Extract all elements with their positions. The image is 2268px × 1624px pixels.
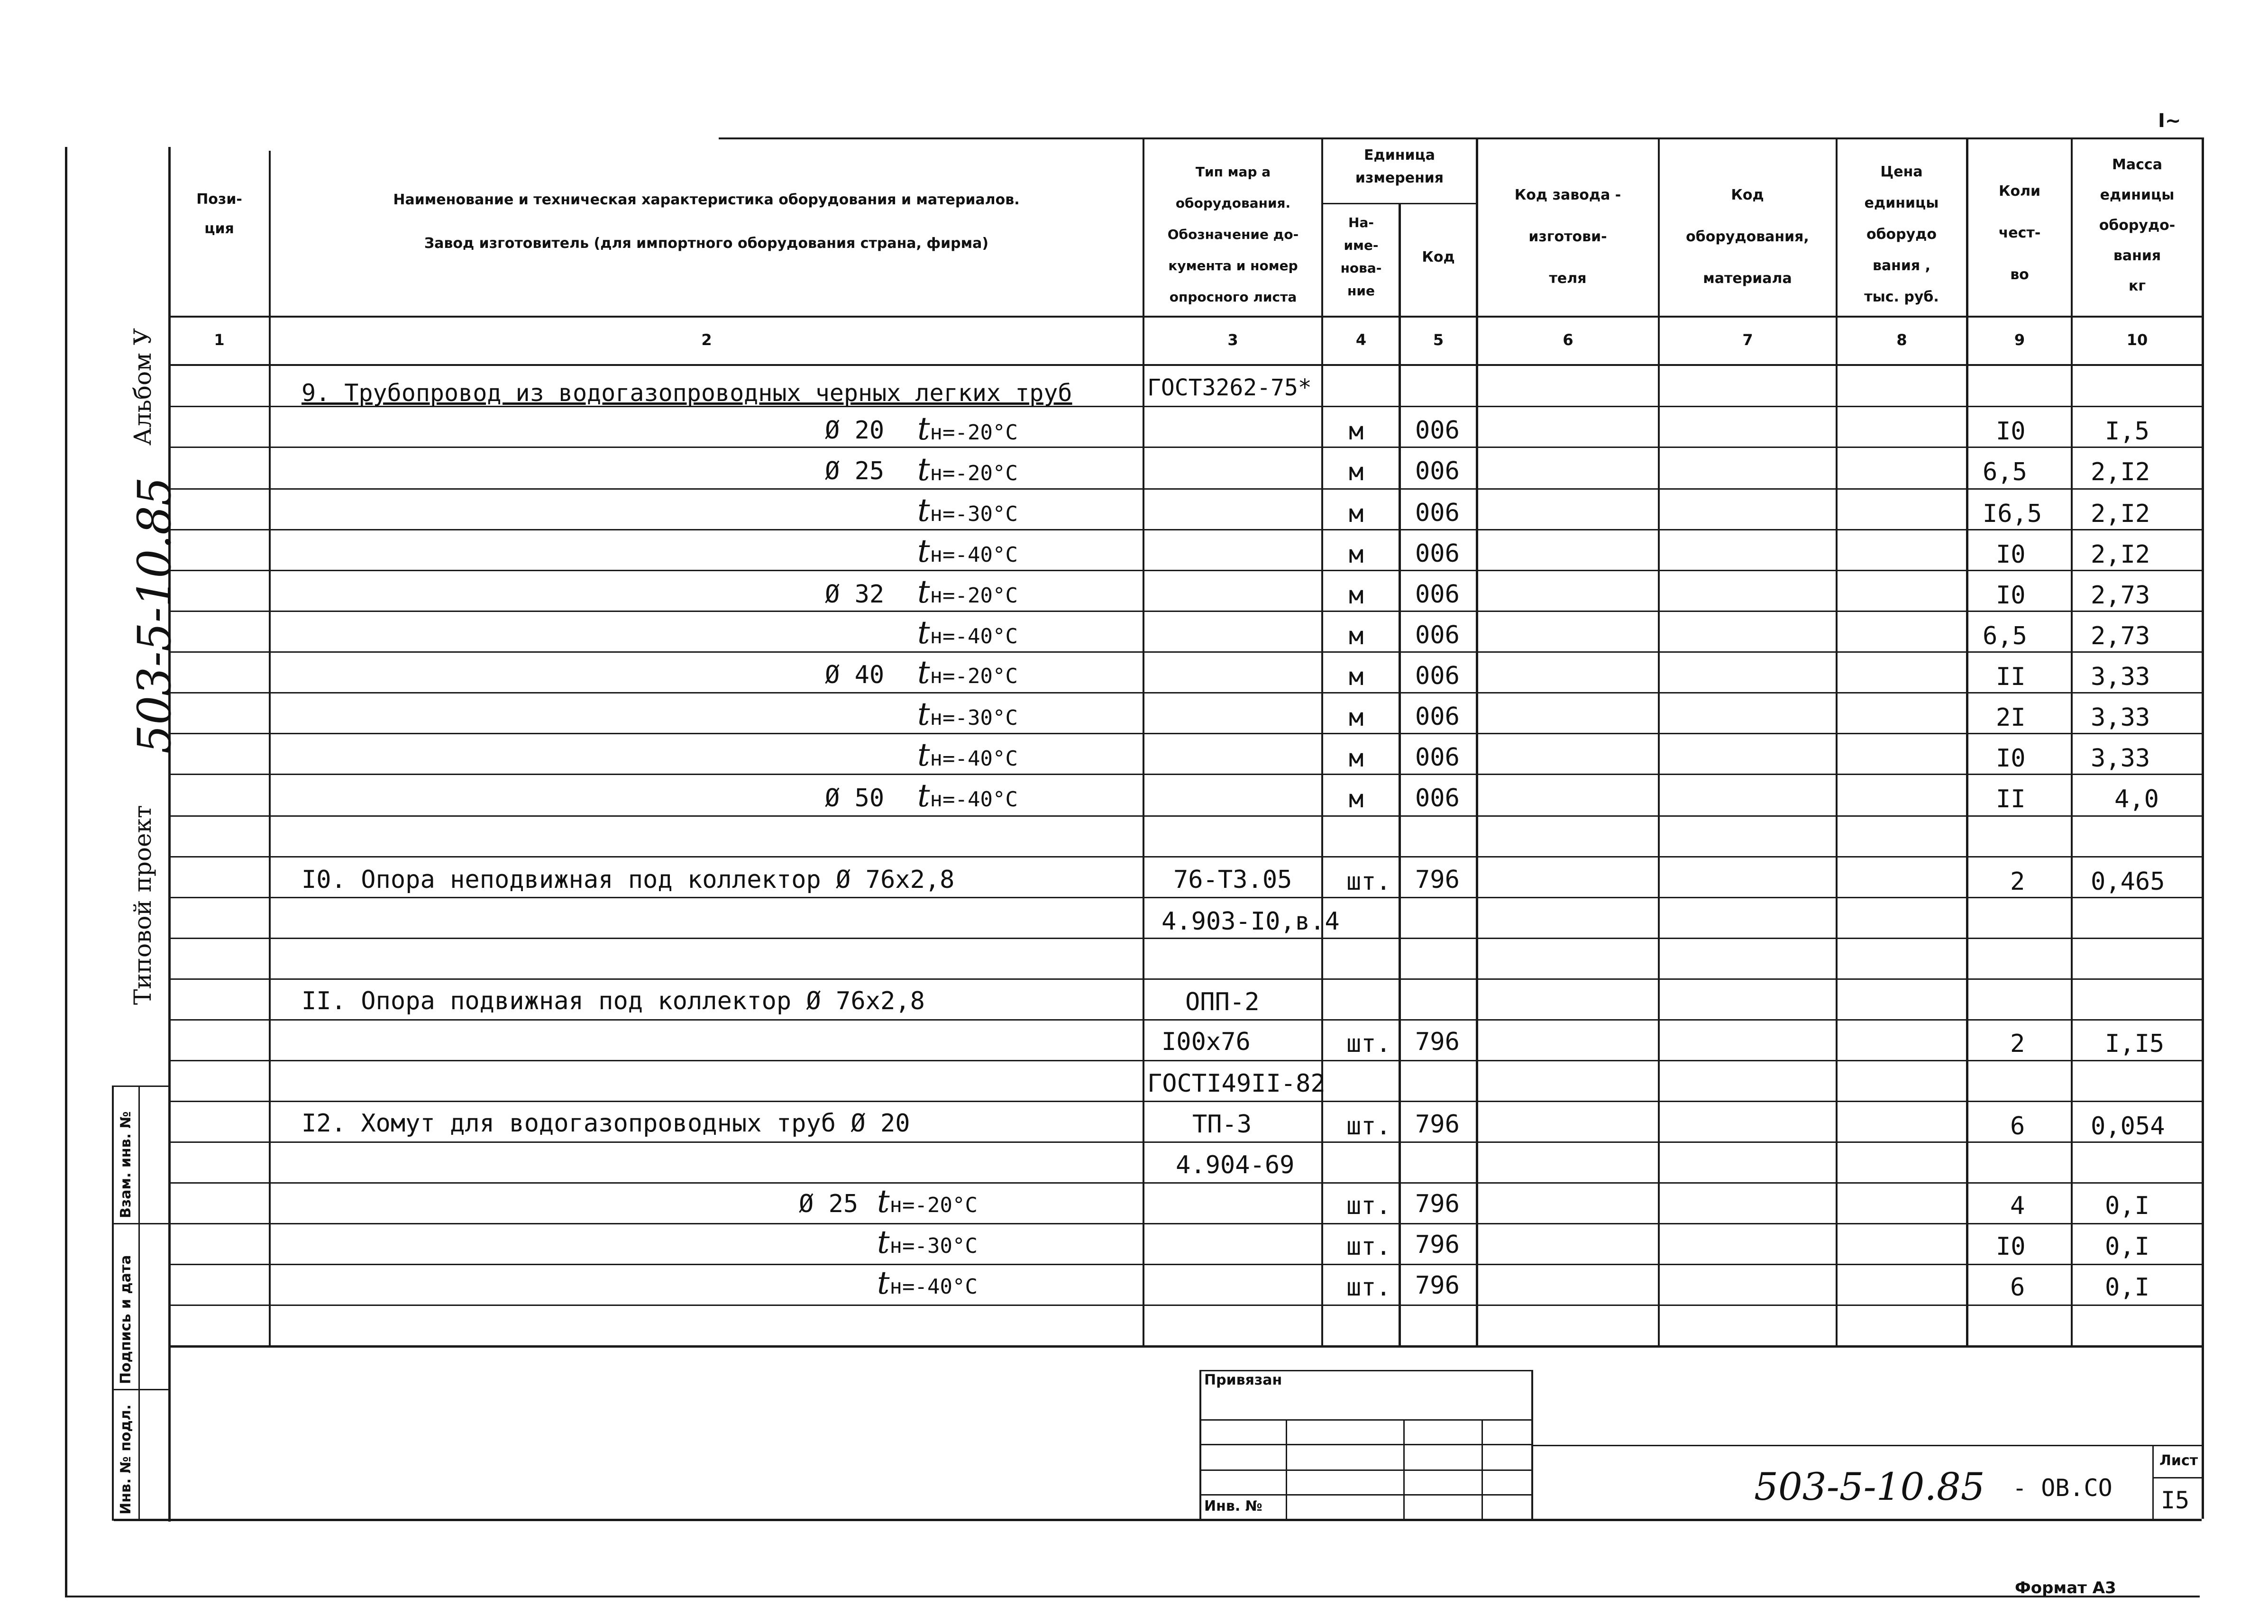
qty: 6 <box>2010 1273 2025 1302</box>
header-col8: Цена единицы оборудо вания , тыс. руб. <box>1864 164 1939 305</box>
outer-left-border <box>65 147 67 1597</box>
unit: м <box>1349 500 1364 528</box>
row-15-type: ОПП-2 <box>1185 988 1260 1016</box>
page-corner-mark: I~ <box>2158 110 2181 132</box>
unit: м <box>1349 417 1364 446</box>
stamp-vzam-inv: Взам. инв. № <box>118 1111 134 1218</box>
temperature: tн=-30°С <box>917 492 1018 529</box>
side-album-label: Альбом У <box>129 328 156 446</box>
side-project-code: 503-5-10.85 <box>128 476 181 754</box>
code: 796 <box>1415 1028 1460 1056</box>
stamp-top-line <box>112 1086 170 1087</box>
colnum-7: 7 <box>1742 331 1753 349</box>
colnum-9: 9 <box>2014 331 2025 349</box>
row-0-name: 9. Трубопровод из водогазопроводных черных легких труб <box>302 379 1072 407</box>
stamp-sep-2 <box>112 1389 170 1390</box>
unit: м <box>1349 622 1364 650</box>
header-col5: Код <box>1422 249 1455 265</box>
mass: 2,I2 <box>2091 540 2150 569</box>
code: 006 <box>1415 662 1460 690</box>
doc-code: 503-5-10.85 <box>1754 1465 1985 1509</box>
outer-bottom-border <box>66 1596 2200 1597</box>
unit: м <box>1349 540 1364 569</box>
qty: 2 <box>2010 867 2025 896</box>
stamp-left-line <box>112 1086 114 1521</box>
header-col10: Масса единицы оборудо- вания кг <box>2099 156 2176 294</box>
header-col6: Код завода - изготови- теля <box>1514 187 1621 287</box>
qty: I0 <box>1996 744 2026 773</box>
code: 796 <box>1415 1231 1460 1259</box>
code: 796 <box>1415 1110 1460 1139</box>
diameter: Ø 25 <box>825 457 885 485</box>
code: 796 <box>1415 1190 1460 1218</box>
unit: шт. <box>1346 1030 1391 1058</box>
qty: I0 <box>1996 581 2026 610</box>
unit: м <box>1349 785 1364 813</box>
col-sep-2 <box>1143 137 1144 1345</box>
row-0-type: ГОСТ3262-75* <box>1147 374 1312 401</box>
header-col3: Тип мар а оборудования. Обозначение до- кумента и номер опросного листа <box>1167 164 1299 305</box>
qty: 2I <box>1996 703 2026 732</box>
row-15-name: II. Опора подвижная под коллектор Ø 76х2,8 <box>302 987 925 1015</box>
diameter: Ø 32 <box>825 580 885 609</box>
unit: м <box>1349 663 1364 691</box>
inv-no-label: Инв. № <box>1204 1498 1262 1515</box>
colnum-1: 1 <box>214 331 225 349</box>
temperature: tн=-20°С <box>917 654 1018 691</box>
unit: м <box>1349 458 1364 486</box>
qty: II <box>1996 663 2026 691</box>
temperature: tн=-20°С <box>877 1183 978 1220</box>
code: 796 <box>1415 866 1460 894</box>
col-sep-8 <box>1966 137 1968 1345</box>
header-col4: На- име- нова- ние <box>1340 215 1382 299</box>
format-label: Формат А3 <box>2015 1578 2116 1597</box>
type: 76-Т3.05 <box>1173 866 1292 894</box>
type: ТП-3 <box>1192 1110 1252 1139</box>
privyazan-label: Привязан <box>1204 1372 1282 1388</box>
colnum-5: 5 <box>1433 331 1444 349</box>
qty: 4 <box>2010 1192 2025 1220</box>
mass: 0,I <box>2105 1192 2149 1220</box>
col-sep-6 <box>1658 137 1660 1345</box>
sheet-number: I5 <box>2161 1487 2190 1514</box>
qty: I6,5 <box>1983 500 2042 528</box>
temperature: tн=-40°С <box>917 737 1018 773</box>
table-right-border <box>2202 137 2204 1519</box>
diameter: Ø 50 <box>825 784 885 812</box>
code: 006 <box>1415 621 1460 649</box>
temperature: tн=-40°С <box>877 1265 978 1301</box>
temperature: tн=-40°С <box>917 533 1018 569</box>
qty: I0 <box>1996 1232 2026 1261</box>
header-col7: Код оборудования, материала <box>1686 187 1809 287</box>
unit: шт. <box>1346 1192 1391 1220</box>
colnum-6: 6 <box>1563 331 1573 349</box>
item-name: I2. Хомут для водогазопроводных труб Ø 20 <box>302 1109 910 1138</box>
qty: 6,5 <box>1983 458 2027 486</box>
code: 006 <box>1415 416 1460 445</box>
temperature: tн=-40°С <box>917 614 1018 651</box>
qty: 6 <box>2010 1112 2025 1140</box>
qty: II <box>1996 785 2026 813</box>
unit: шт. <box>1346 1232 1391 1261</box>
unit: м <box>1349 744 1364 773</box>
mass: 0,054 <box>2091 1112 2165 1140</box>
colnum-3: 3 <box>1227 331 1238 349</box>
mass: 0,465 <box>2091 867 2165 896</box>
diameter: Ø 40 <box>825 661 885 689</box>
code: 006 <box>1415 743 1460 772</box>
unit: шт. <box>1346 867 1391 896</box>
header-col9: Коли чест- во <box>1998 183 2041 283</box>
temperature: tн=-20°С <box>917 451 1018 488</box>
row-19-type: 4.904-69 <box>1176 1151 1295 1179</box>
colnum-bottom-line <box>168 364 2202 366</box>
col-sep-9 <box>2071 137 2073 1345</box>
mass: 3,33 <box>2091 744 2150 773</box>
table-content-bottom <box>168 1345 2202 1348</box>
mass: 0,I <box>2105 1273 2149 1302</box>
mass: 2,73 <box>2091 622 2150 650</box>
temperature: tн=-40°С <box>917 777 1018 814</box>
item-name: I0. Опора неподвижная под коллектор Ø 76х2,8 <box>302 866 955 894</box>
type: I00х76 <box>1161 1028 1251 1056</box>
header-bottom-line <box>168 316 2202 318</box>
unit-subheader-line <box>1321 203 1478 204</box>
row-17-type: ГОСТI49II-82 <box>1147 1069 1326 1098</box>
code: 006 <box>1415 499 1460 527</box>
header-col2: Наименование и техническая характеристика оборудования и материалов. Завод изготовитель (для импортного оборудования страна, фирма) <box>393 192 1020 252</box>
sheet-label: Лист <box>2159 1452 2198 1469</box>
side-typical-project: Типовой проект <box>129 805 156 1005</box>
table-top-border <box>719 137 2202 139</box>
unit: м <box>1349 703 1364 732</box>
col-sep-3 <box>1321 137 1323 1345</box>
qty: 6,5 <box>1983 622 2027 650</box>
qty: 2 <box>2010 1030 2025 1058</box>
mass: 2,73 <box>2091 581 2150 610</box>
code: 796 <box>1415 1271 1460 1300</box>
unit: м <box>1349 581 1364 610</box>
stamp-podpis-data: Подпись и дата <box>118 1255 134 1384</box>
doc-suffix: - ОВ.СО <box>2012 1474 2113 1502</box>
colnum-8: 8 <box>1896 331 1907 349</box>
temperature: tн=-30°С <box>917 696 1018 732</box>
mass: I,I5 <box>2105 1030 2165 1058</box>
diameter: Ø 20 <box>825 416 885 445</box>
table-left-border <box>168 147 171 1522</box>
table-bottom-border <box>114 1519 2202 1521</box>
mass: 3,33 <box>2091 703 2150 732</box>
colnum-4: 4 <box>1355 331 1367 349</box>
qty: I0 <box>1996 540 2026 569</box>
header-col45-top: Единица измерения <box>1355 147 1444 186</box>
unit: шт. <box>1346 1273 1391 1302</box>
code: 006 <box>1415 703 1460 731</box>
mass: 4,0 <box>2114 785 2159 813</box>
row-13-type: 4.903-I0,в.4 <box>1161 907 1340 936</box>
qty: I0 <box>1996 417 2026 446</box>
mass: 2,I2 <box>2091 500 2150 528</box>
code: 006 <box>1415 784 1460 812</box>
col-sep-5 <box>1476 137 1478 1345</box>
stamp-mid-line <box>138 1086 140 1521</box>
mass: I,5 <box>2105 417 2149 446</box>
stamp-sep-1 <box>112 1223 170 1224</box>
col-sep-1 <box>269 151 271 1345</box>
stamp-inv-podl: Инв. № подл. <box>118 1404 134 1515</box>
unit: шт. <box>1346 1112 1391 1140</box>
temperature: tн=-30°С <box>877 1224 978 1260</box>
header-col1: Пози- ция <box>196 191 242 237</box>
code: 006 <box>1415 539 1460 568</box>
col-sep-7 <box>1836 137 1838 1345</box>
mass: 3,33 <box>2091 663 2150 691</box>
code: 006 <box>1415 580 1460 609</box>
temperature: tн=-20°С <box>917 411 1018 447</box>
diameter: Ø 25 <box>799 1190 859 1218</box>
code: 006 <box>1415 457 1460 485</box>
colnum-2: 2 <box>701 331 712 349</box>
colnum-10: 10 <box>2126 331 2148 349</box>
temperature: tн=-20°С <box>917 574 1018 610</box>
mass: 0,I <box>2105 1232 2149 1261</box>
mass: 2,I2 <box>2091 458 2150 486</box>
